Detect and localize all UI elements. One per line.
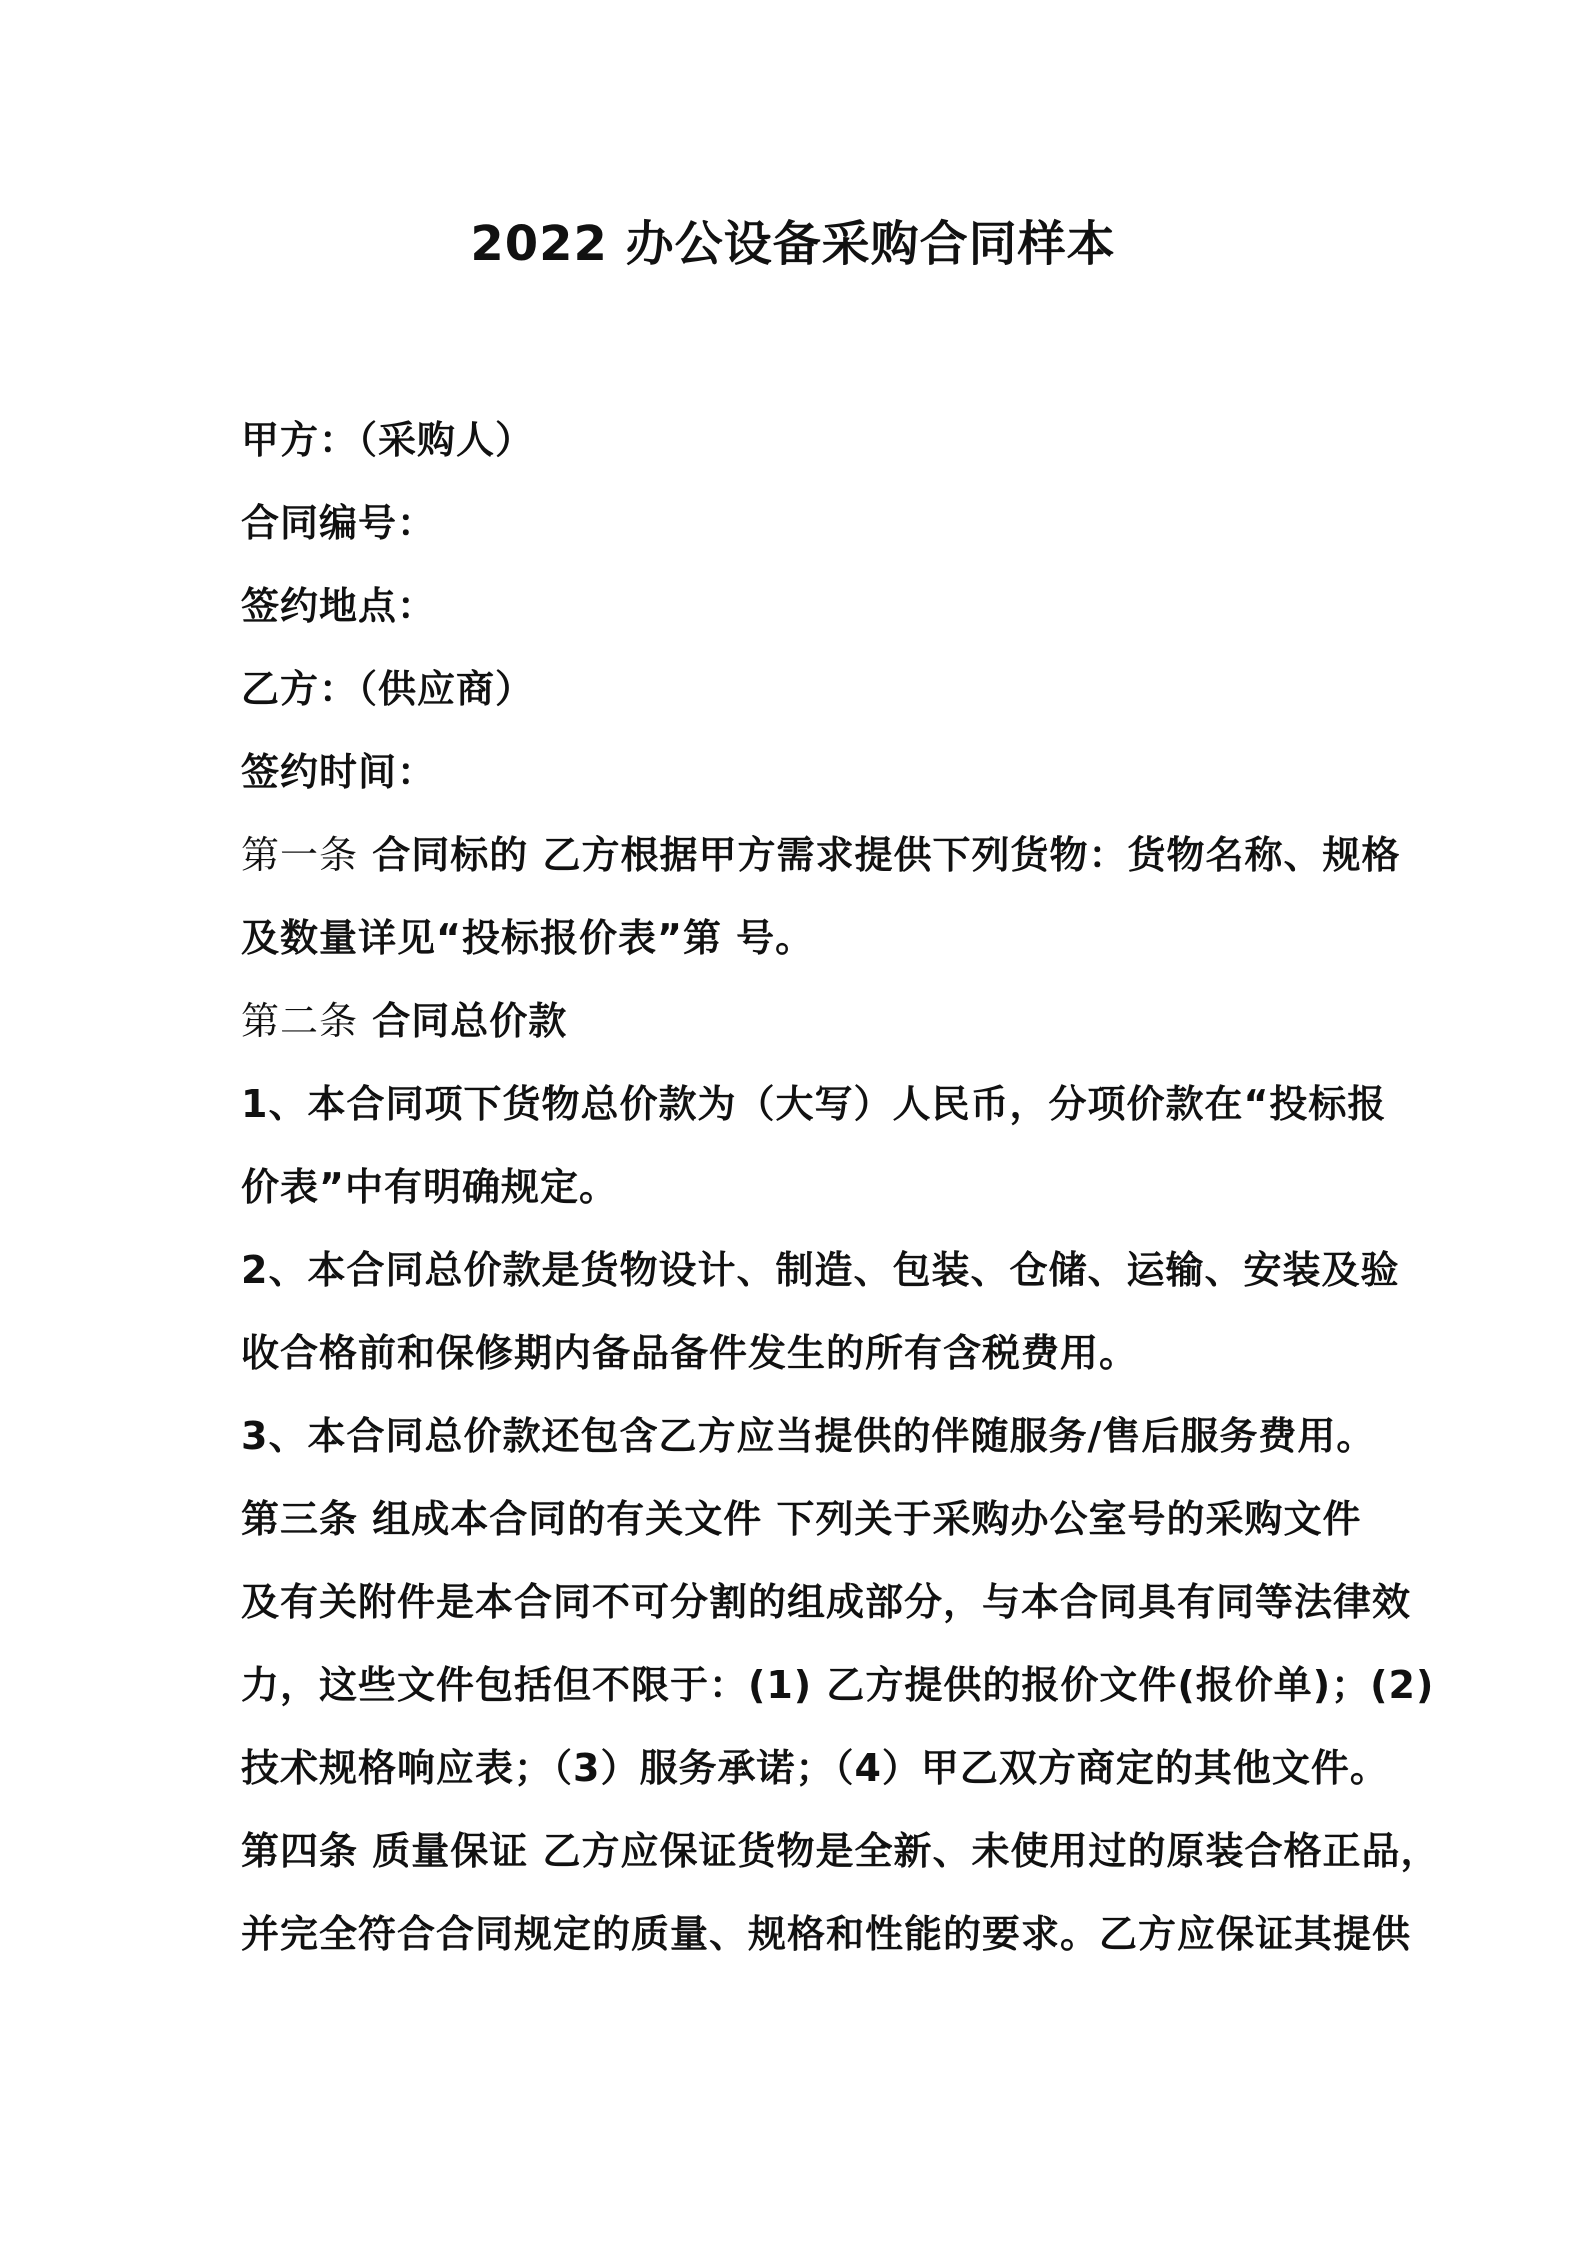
- party-a-field: 甲方：（采购人）: [241, 418, 535, 462]
- article2-heading: [241, 995, 1361, 1047]
- article3-line1: 第三条 组成本合同的有关文件 下列关于采购办公室号的采购文件: [241, 1497, 1362, 1541]
- signing-time-field: 签约时间：: [241, 750, 437, 794]
- article4-line1: 第四条 质量保证 乙方应保证货物是全新、未使用过的原装合格正品，: [241, 1829, 1440, 1873]
- document-title: 2022 办公设备采购合同样本: [470, 216, 1116, 272]
- article1-text-1: 合同标的 乙方根据甲方需求提供下列货物：货物名称、规格: [358, 833, 1401, 877]
- article3-line3: 力，这些文件包括但不限于：(1) 乙方提供的报价文件(报价单)；(2): [241, 1663, 1435, 1707]
- article3-line2: 及有关附件是本合同不可分割的组成部分，与本合同具有同等法律效: [241, 1580, 1412, 1624]
- article3-line4: 技术规格响应表；（3）服务承诺；（4）甲乙双方商定的其他文件。: [241, 1746, 1389, 1790]
- signing-place-field: 签约地点：: [241, 584, 437, 628]
- article2-number: 第二条: [241, 999, 359, 1043]
- article2-heading-text: 合同总价款: [358, 999, 568, 1043]
- article2-item2-line2: 收合格前和保修期内备品备件发生的所有含税费用。: [241, 1331, 1139, 1375]
- article2-item1-line2: 价表”中有明确规定。: [241, 1165, 618, 1209]
- article1-line1: [241, 829, 1401, 881]
- article1-line2: 及数量详见“投标报价表”第 号。: [241, 916, 815, 960]
- article4-line2: 并完全符合合同规定的质量、规格和性能的要求。乙方应保证其提供: [241, 1912, 1412, 1956]
- article2-item1-line1: 1、本合同项下货物总价款为（大写）人民币，分项价款在“投标报: [241, 1082, 1387, 1126]
- article2-item3-line1: 3、本合同总价款还包含乙方应当提供的伴随服务/售后服务费用。: [241, 1414, 1376, 1458]
- contract-number-field: 合同编号：: [241, 501, 437, 545]
- party-b-field: 乙方：（供应商）: [241, 667, 535, 711]
- article2-item2-line1: 2、本合同总价款是货物设计、制造、包装、仓储、运输、安装及验: [241, 1248, 1400, 1292]
- article1-number: 第一条: [241, 833, 359, 877]
